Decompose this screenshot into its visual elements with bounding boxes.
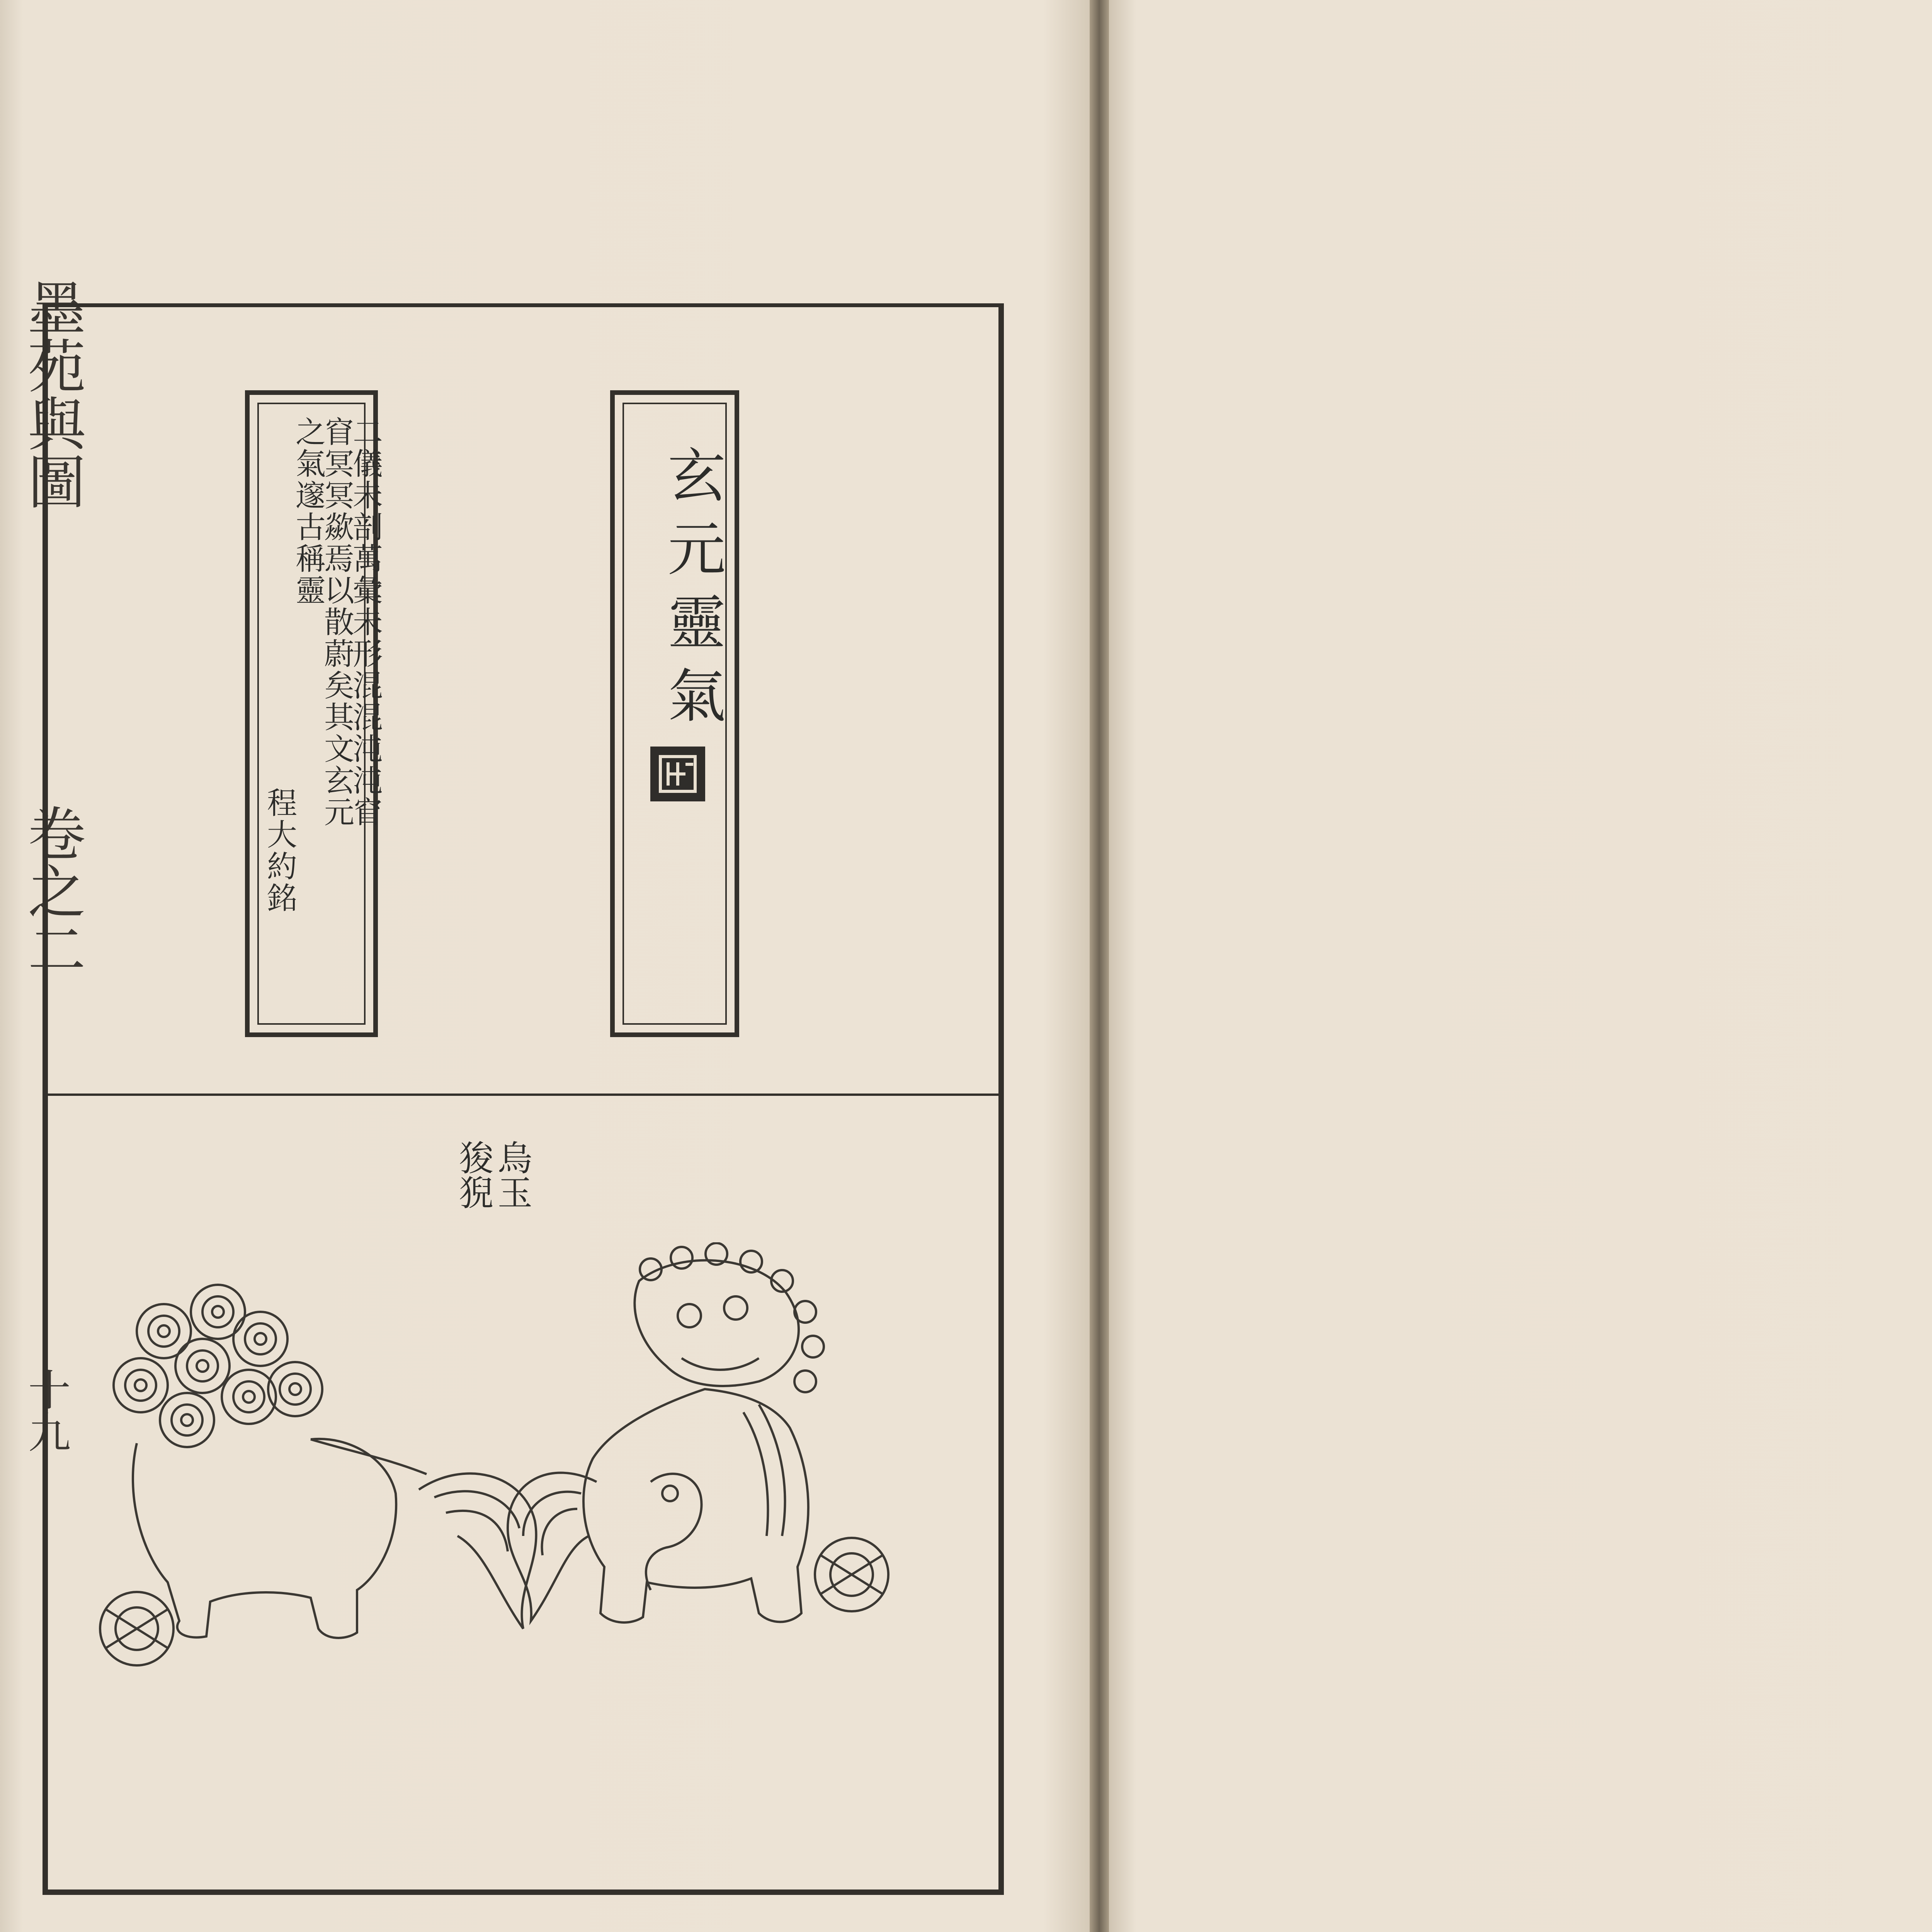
inscription-col-1: 二儀未剖萬彙未形混混沌沌窅 bbox=[348, 416, 383, 828]
left-margin-book-title: 墨苑與圖 bbox=[18, 278, 85, 510]
title-cartouche bbox=[610, 390, 739, 1037]
left-margin-folio-number: 十九 bbox=[21, 1368, 71, 1453]
right-page bbox=[1109, 0, 1932, 1932]
left-page-frame bbox=[43, 303, 1004, 1895]
left-lion-mane bbox=[114, 1285, 322, 1447]
left-margin-juan-label: 卷之二 bbox=[18, 804, 85, 978]
ink-cake-title: 玄元靈氣 bbox=[658, 445, 725, 739]
caption-line-1: 烏玉 bbox=[492, 1140, 532, 1209]
book-gutter bbox=[1090, 0, 1109, 1932]
inscription-col-3: 之氣邃古稱靈 bbox=[291, 416, 325, 606]
caption-line-2: 狻猊 bbox=[453, 1140, 493, 1209]
illustration-caption bbox=[454, 1140, 531, 1209]
inscription-cartouche bbox=[245, 390, 383, 1037]
inscription-col-2: 窅冥冥歘焉以散蔚矣其文玄元 bbox=[319, 416, 354, 828]
suanni-lions-illustration bbox=[79, 1242, 968, 1706]
frame-divider bbox=[48, 1094, 998, 1096]
seal-stamp-icon bbox=[650, 747, 705, 801]
inscription-author: 程大約銘 bbox=[262, 787, 297, 914]
inscription-text bbox=[262, 416, 383, 1019]
